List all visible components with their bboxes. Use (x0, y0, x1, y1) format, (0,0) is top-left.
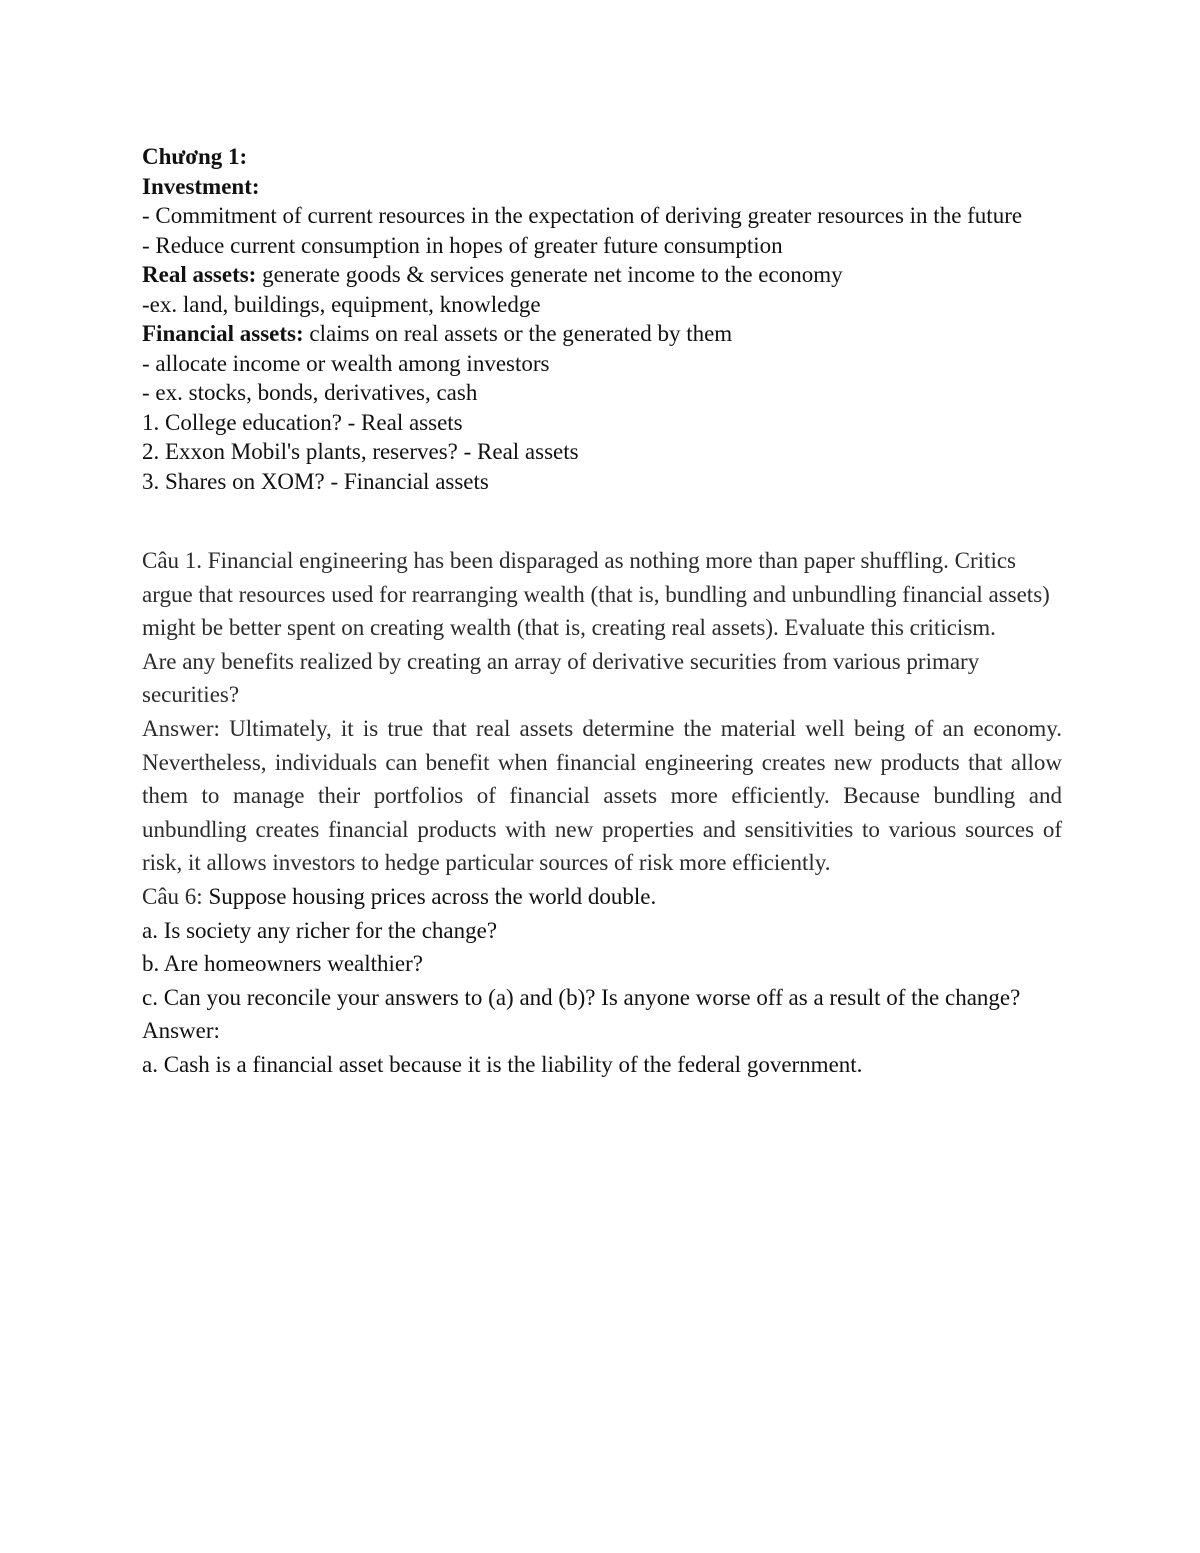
investment-heading: Investment: (142, 173, 260, 199)
question-6-answer-label: Answer: (142, 1018, 220, 1044)
question-1-section (142, 544, 1062, 1082)
question-6-answer-a: a. Cash is a financial asset because it is the liability of the federal government. (142, 1051, 863, 1077)
question-1-answer: Answer: Ultimately, it is true that real assets determine the material well being of an economy. Nevertheless, individuals can benefit when financial engineering creates new products that allow them to manage their portfolios of financial assets more efficiently. Because bundling and unbundling creates financial products with new properties and sensitivities to various sources of risk, it allows investors to hedge particular sources of risk more efficiently. (142, 715, 1062, 876)
financial-assets-point: - allocate income or wealth among investors (142, 350, 550, 376)
example-item: 2. Exxon Mobil's plants, reserves? - Real assets (142, 439, 579, 464)
question-6-text: Suppose housing prices across the world double. (202, 883, 657, 909)
example-item: 3. Shares on XOM? - Financial assets (142, 468, 489, 494)
financial-assets-definition (142, 319, 1062, 349)
question-6-part-b: b. Are homeowners wealthier? (142, 951, 424, 977)
investment-point: - Commitment of current resources in the expectation of deriving greater resources in the future (142, 203, 1023, 228)
question-1-prompt: Câu 1. Financial engineering has been disparaged as nothing more than paper shuffling. Critics argue that resources used for rearranging wealth (that is, bundling and unbundling financial assets) might be better spent on creating wealth (that is, creating real assets). Evaluate this criticism. (142, 548, 1050, 641)
chapter-notes (142, 142, 1062, 496)
question-6-prompt (142, 880, 1062, 914)
real-assets-example: -ex. land, buildings, equipment, knowledge (142, 291, 541, 317)
financial-assets-text: claims on real assets or the generated by them (303, 321, 733, 346)
financial-assets-point: - ex. stocks, bonds, derivatives, cash (142, 380, 478, 405)
financial-assets-label: Financial assets: (142, 321, 304, 346)
investment-point: - Reduce current consumption in hopes of greater future consumption (142, 232, 783, 258)
chapter-title: Chương 1: (142, 144, 248, 169)
real-assets-definition (142, 260, 1062, 290)
question-1-followup: Are any benefits realized by creating an array of derivative securities from various primary securities? (142, 648, 980, 708)
document-page (142, 142, 1062, 1082)
question-6-label: Câu 6: (142, 883, 203, 909)
question-6-part-a: a. Is society any richer for the change? (142, 917, 498, 943)
example-item: 1. College education? - Real assets (142, 409, 463, 435)
real-assets-label: Real assets: (142, 262, 257, 287)
question-6-part-c: c. Can you reconcile your answers to (a) and (b)? Is anyone worse off as a result of the change? (142, 984, 1021, 1010)
real-assets-text: generate goods & services generate net income to the economy (256, 262, 843, 287)
